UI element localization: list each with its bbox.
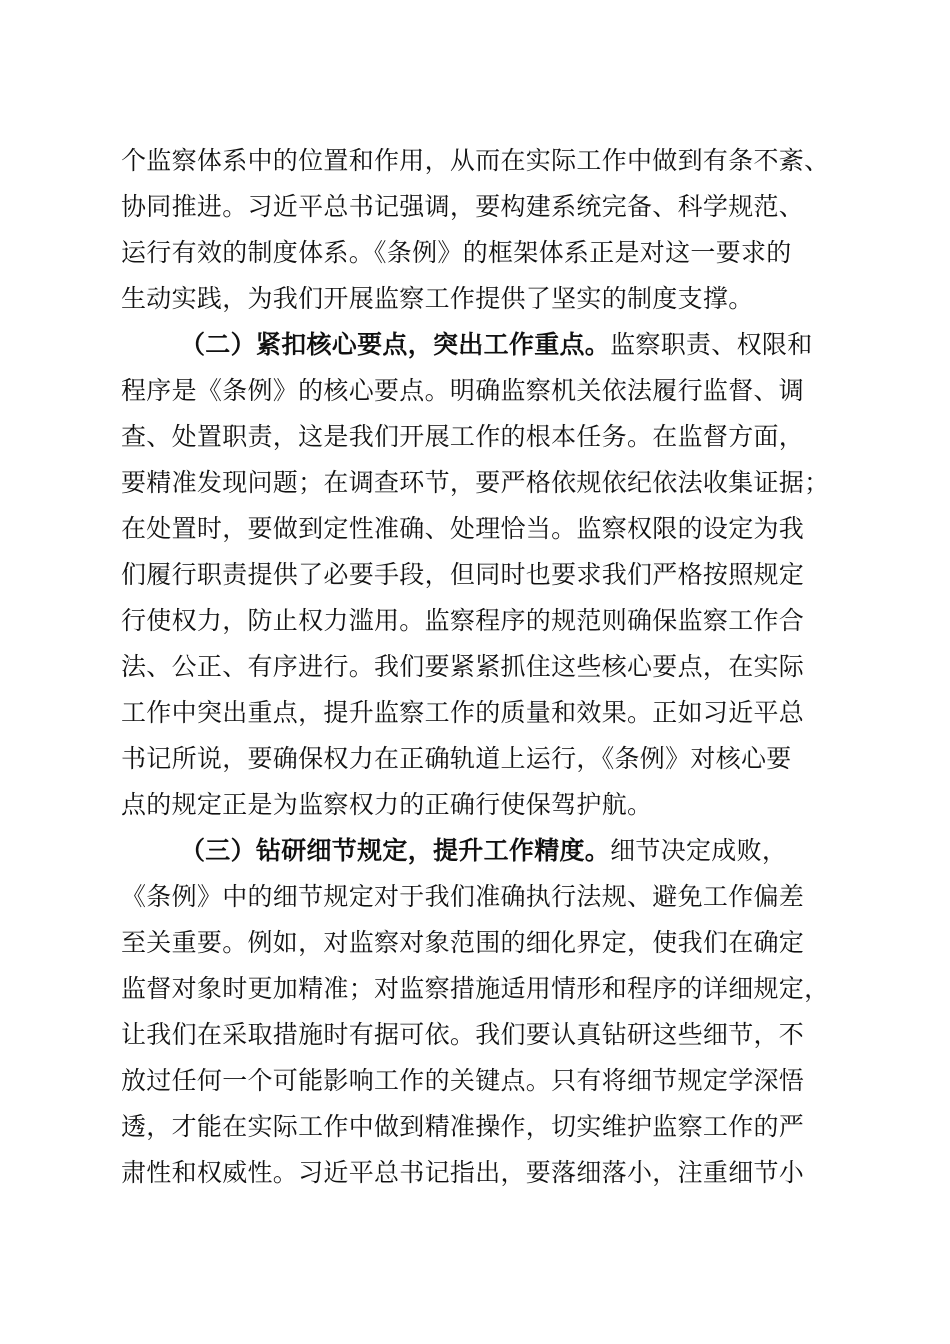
section-heading-3: （三）钻研细节规定，提升工作精度。: [180, 836, 611, 865]
text-run: 细节决定成败，: [610, 836, 788, 865]
text-line: 让我们在采取措施时有据可依。我们要认真钻研这些细节，不: [121, 1020, 805, 1049]
text-line: 点的规定正是为监察权力的正确行使保驾护航。: [121, 790, 653, 819]
text-line: 法、公正、有序进行。我们要紧紧抓住这些核心要点，在实际: [121, 652, 805, 681]
text-line: 《条例》中的细节规定对于我们准确执行法规、避免工作偏差: [121, 882, 805, 911]
text-line: 工作中突出重点，提升监察工作的质量和效果。正如习近平总: [121, 698, 805, 727]
paragraph-first-line: [180, 325, 842, 365]
text-line: 在处置时，要做到定性准确、处理恰当。监察权限的设定为我: [121, 514, 805, 543]
text-line: 书记所说，要确保权力在正确轨道上运行，《条例》对核心要: [121, 744, 792, 773]
section-heading-2: （二）紧扣核心要点，突出工作重点。: [180, 330, 611, 359]
text-line: 协同推进。习近平总书记强调，要构建系统完备、科学规范、: [121, 192, 805, 221]
text-line: 放过任何一个可能影响工作的关键点。只有将细节规定学深悟: [121, 1066, 805, 1095]
text-line: 程序是《条例》的核心要点。明确监察机关依法履行监督、调: [121, 376, 805, 405]
text-line: 监督对象时更加精准；对监察措施适用情形和程序的详细规定，: [121, 974, 830, 1003]
text-line: 查、处置职责，这是我们开展工作的根本任务。在监督方面，: [121, 422, 805, 451]
text-line: 至关重要。例如，对监察对象范围的细化界定，使我们在确定: [121, 928, 805, 957]
text-line: 行使权力，防止权力滥用。监察程序的规范则确保监察工作合: [121, 606, 805, 635]
text-line: 们履行职责提供了必要手段，但同时也要求我们严格按照规定: [121, 560, 805, 589]
text-line: 生动实践，为我们开展监察工作提供了坚实的制度支撑。: [121, 284, 754, 313]
text-run: 监察职责、权限和: [610, 330, 813, 359]
text-line: 运行有效的制度体系。《条例》的框架体系正是对这一要求的: [121, 238, 792, 267]
text-line: 要精准发现问题；在调查环节，要严格依规依纪依法收集证据；: [121, 468, 830, 497]
text-line: 肃性和权威性。习近平总书记指出，要落细落小，注重细节小: [121, 1158, 805, 1187]
paragraph-first-line: [180, 831, 842, 871]
text-line: 个监察体系中的位置和作用，从而在实际工作中做到有条不紊、: [121, 146, 830, 175]
text-line: 透，才能在实际工作中做到精准操作，切实维护监察工作的严: [121, 1112, 805, 1141]
